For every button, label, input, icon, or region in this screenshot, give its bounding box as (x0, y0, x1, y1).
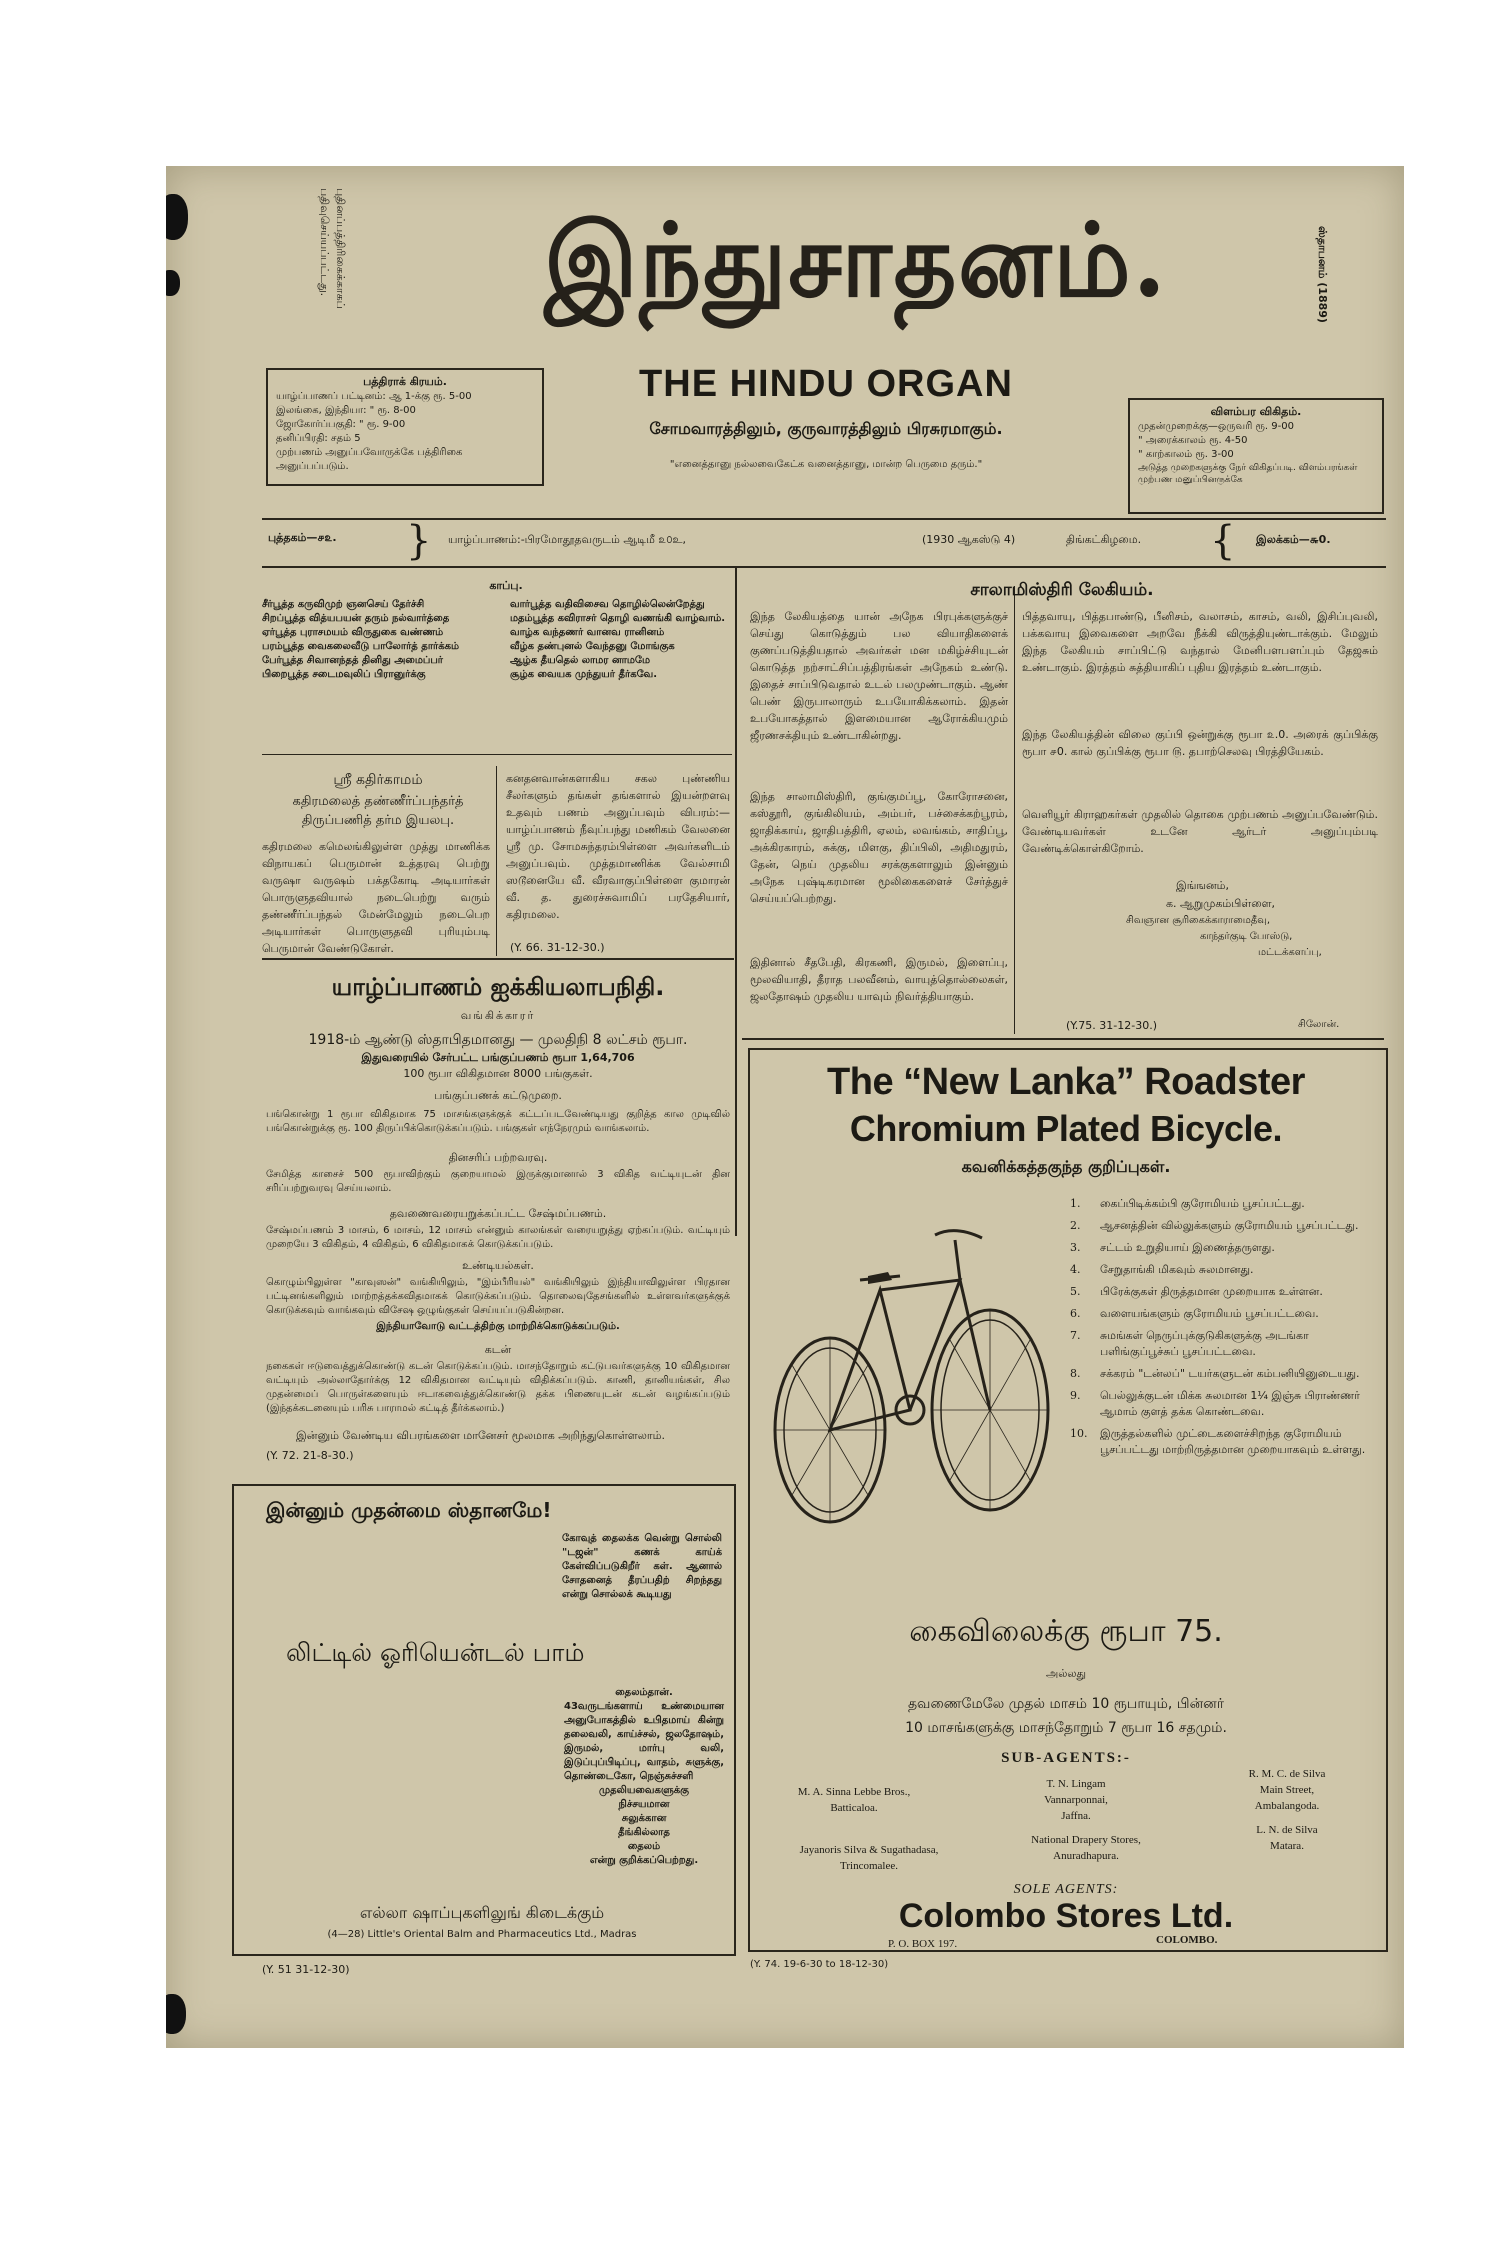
bicycle-title: The “New Lanka” Roadster (827, 1061, 1305, 1103)
subagent-line: Batticaloa. (830, 1802, 878, 1814)
balm-line: தைலம்தான். (615, 1687, 673, 1698)
verse-line: வாழ்க வந்தணர் வானவ ரானினம் (510, 627, 665, 638)
feature-number: 2. (1070, 1219, 1081, 1232)
bank-section-heading: கடன் (484, 1343, 512, 1356)
feature-text: சுமங்கள் நெருப்புக்குடுகிகளுக்கு அடங்கா பளிங்குப்பூச்சுப் பூசப்பட்டவை. (1100, 1329, 1309, 1358)
subagent-line: Jayanoris Silva & Sugathadasa, (799, 1844, 939, 1856)
subscription-line: தனிப்பிரதி: சதம் 5 (276, 433, 361, 444)
subagent-line: T. N. Lingam (1046, 1778, 1106, 1790)
verse-line: பிறைபூத்த சடைமவுலிப் பிரானுர்க்கு (262, 669, 426, 680)
divider (742, 1038, 1384, 1040)
verse-line: பரம்பூத்த வைகலைவீடு பாலோர்த் தார்க்கம் (262, 641, 460, 652)
lehyam-body: இந்த சாலாமிஸ்திரி, குங்குமப்பூ, கோரோசனை, கஸ்தூரி, குங்கிலியம், அம்பர், பச்சைக்கற்பூரம், ஜாதிக்காய், ஜாதிபத்திரி, ஏலம், லவங்கம், சாதிப்பூ, அக்கிரகாரம், சுக்கு, மிளகு, திப்பிலி, அதிமதுரம், தேன், நெய் முதலிய சரக்குகளாலும் இன்னும் அநேக புஷ்டிகரமான மூலிகைகளைச் சேர்த்துச் செய்யப்பெற்றது. (750, 790, 1008, 905)
signature-name: க. ஆறுமுகம்பிள்ளை, (1166, 897, 1276, 910)
balm-headline: இன்னும் முதன்மை ஸ்தானமே! (266, 1498, 552, 1522)
balm-line: சுலுக்கான (621, 1813, 667, 1824)
binding-hole (166, 194, 188, 240)
subagent (754, 1842, 984, 1874)
feature-item (1070, 1328, 1370, 1360)
verse-line: சிறப்பூத்த வித்யபயன் தரும் நல்வார்த்தை (262, 613, 450, 624)
masthead-english-title: THE HINDU ORGAN (639, 363, 1013, 405)
notice-heading: ஸ்ரீ கதிர்காமம் (333, 772, 423, 788)
volume-number: புத்தகம்—௪௨. (268, 531, 337, 544)
balm-maker: (4—28) Little's Oriental Balm and Pharmaceutics Ltd., Madras (327, 1929, 637, 1940)
bank-title: யாழ்ப்பாணம் ஐக்கியலாபநிதி. (331, 973, 665, 1001)
lehyam-title: சாலாமிஸ்திரி லேகியம். (970, 580, 1154, 600)
feature-list (1070, 1196, 1370, 1464)
newspaper-page (166, 166, 1404, 2048)
publication-days: சோமவாரத்திலும், குருவாரத்திலும் பிரசுரமாகும். (649, 419, 1003, 438)
bank-paid: இதுவரையில் சேர்பட்ட பங்குப்பணம் ரூபா 1,64,706 (361, 1051, 635, 1064)
subagent (1202, 1822, 1372, 1854)
english-date: (1930 ஆகஸ்டு 4) (922, 533, 1016, 546)
reference-code: (Y. 72. 21-8-30.) (266, 1449, 354, 1462)
subagent-line: L. N. de Silva (1256, 1824, 1318, 1836)
established-note: ஸ்தாபனம் (1889) (1316, 226, 1329, 323)
subagent-line: Matara. (1270, 1840, 1304, 1852)
bank-closing: இன்னும் வேண்டிய விபரங்களை மானேசர் மூலமாக அறிந்துகொள்ளலாம். (296, 1429, 665, 1442)
place-date: யாழ்ப்பாணம்:-பிரமோதூதவருடம் ஆடிமீ ௨௦உ, (448, 533, 686, 546)
reference-code: (Y. 51 31-12-30) (262, 1963, 350, 1976)
installment-line: 10 மாசங்களுக்கு மாசந்தோறும் 7 ரூபா 16 சதமும். (905, 1720, 1227, 1736)
feature-number: 1. (1070, 1197, 1081, 1210)
signature-address: காந்தர்குடி போஸ்டு, (1200, 931, 1293, 942)
bank-section-heading: உண்டியல்கள். (462, 1259, 534, 1272)
divider (262, 958, 734, 960)
bank-section-heading: தவணைவரையறுக்கப்பட்ட சேஷ்மப்பணம். (389, 1207, 607, 1220)
feature-text: வளையங்களும் குரோமியம் பூசப்பட்டவை. (1100, 1307, 1319, 1320)
bank-section-body: இந்தியாவோடு வட்டத்திற்கு மாற்றிக்கொடுக்கப்படும். (376, 1321, 620, 1332)
feature-item (1070, 1388, 1370, 1420)
registration-line: பதிவுசெய்யப்பட்டது. (318, 188, 331, 297)
bicycle-illustration (760, 1180, 1060, 1530)
column-divider (735, 568, 737, 1236)
subagent (1202, 1766, 1372, 1814)
feature-number: 10. (1070, 1427, 1088, 1440)
column-divider (1014, 586, 1015, 1034)
feature-item (1070, 1218, 1370, 1234)
feature-text: சக்கரம் "டன்லப்" டயர்களுடன் கம்பனியினுடையது. (1100, 1367, 1360, 1380)
bank-shares: 100 ரூபா விகிதமான 8000 பங்குகள். (403, 1067, 593, 1080)
verse-heading: காப்பு. (489, 579, 523, 592)
feature-text: பெல்லுக்குடன் மிக்க சுலமான 1¼ இஞ்சு பிராண்ணர் ஆமாம் குளத் தக்க கொண்டவை. (1100, 1389, 1360, 1418)
bank-capital: 1918-ம் ஆண்டு ஸ்தாபிதமானது — முலதிநி 8 லட்சம் ரூபா. (308, 1032, 688, 1048)
signature-address: மட்டக்களப்பு, (1258, 947, 1322, 958)
lehyam-body: பித்தவாயு, பித்தபாண்டு, பீனிசம், வலாசம், காசம், வலி, இசிப்புவலி, பக்கவாயு இவைகளை அறவே நீக்கி விருத்தியுண்டாக்கும். மேலும் இந்த லேகியம் சாப்பிட்டு வந்தால் மேனிபளபளப்பும் தேஜசும் உண்டாகும். இரத்தம் சுத்தியாகிப் புதிய இரத்தம் உண்டாகும். (1022, 610, 1378, 674)
reference-code: (Y. 66. 31-12-30.) (510, 941, 605, 954)
motto: "எனைத்தானு நல்லவைகேட்க வனைத்தானு, மான்ற பெருமை தரும்." (669, 459, 983, 470)
reference-code: (Y. 74. 19-6-30 to 18-12-30) (750, 1959, 889, 1970)
bank-section-body: சேஷ்மப்பணம் 3 மாசம், 6 மாசம், 12 மாசம் என்னும் காலங்கள் வரையறுத்து ஏற்கப்படும். வட்டியும் முறையே 3 விகிதம், 4 விகிதம், 6 விகிதமாகக் கொடுக்கப்படும். (266, 1225, 730, 1250)
feature-item (1070, 1196, 1370, 1212)
feature-number: 9. (1070, 1389, 1081, 1402)
feature-item (1070, 1240, 1370, 1256)
advert-rate-line: முதன்முறைக்கு—ஒருவரி ரூ. 9-00 (1138, 421, 1294, 432)
advert-rates-box (1128, 398, 1384, 514)
verse-line: வீழ்க தண்புனல் வேந்தனு மோங்குக (510, 641, 675, 652)
weekday: திங்கட்கிழமை. (1066, 533, 1142, 546)
feature-text: இருத்தல்களில் முட்டைகளைச்சிறந்த குரோமியம் பூசப்பட்டது மாற்றிருத்தமான முறையாகவும் உள்ளது. (1100, 1427, 1366, 1456)
subagent-line: Vannarponnai, (1044, 1794, 1108, 1806)
binding-hole (166, 270, 180, 296)
subscription-line: இலங்கை, இந்தியா: " ரூ. 8-00 (276, 405, 416, 416)
advert-rate-line: " அரைக்காலம் ரூ. 4-50 (1138, 435, 1248, 446)
advert-rate-line: அடுத்த முறைகளுக்கு நேர் விகிதப்படி. விளம்பரங்கள் முற்பண மனுப்பினருக்கே (1138, 463, 1358, 485)
feature-item (1070, 1262, 1370, 1278)
issue-number: இலக்கம்—௬0. (1256, 533, 1331, 546)
balm-line: என்று குறிக்கப்பெற்றது. (589, 1855, 699, 1866)
balm-line: தீங்கில்லாத (618, 1827, 670, 1838)
verse-line: ஏர்பூத்த புராசமயம் விருதுகை வண்ணம் (262, 627, 444, 638)
verse-line: மதம்பூத்த கவிராசர் தொழி வணங்கி வாழ்வாம். (510, 613, 726, 624)
balm-line: நிச்சயமான (618, 1799, 670, 1810)
subagent (754, 1784, 954, 1816)
verse-line: சூழ்க வையக முந்துயர் தீர்கவே. (510, 669, 658, 680)
feature-number: 3. (1070, 1241, 1081, 1254)
lehyam-body: இதினால் சீதபேதி, கிரகணி, இருமல், இளைப்பு, மூலவியாதி, தீராத பலவீனம், வாயுத்தொல்லைகள், ஜலதோஷம் முதலிய யாவும் நிவர்த்தியாகும். (750, 956, 1008, 1003)
brace-icon: { (1210, 518, 1236, 564)
bicycle-subtitle: Chromium Plated Bicycle. (849, 1108, 1283, 1149)
balm-intro: கோவுத் தைலக்க வென்று சொல்லி "டஜன்" கணக் காய்க் கேள்விப்படுகிறீர் கள். ஆனால் சோதனைத் தீரப்பதிற் சிறந்தது என்று சொல்லக் கூடியது (562, 1533, 722, 1600)
feature-number: 8. (1070, 1367, 1081, 1380)
notice-subheading: கதிரமலைத் தண்ணீர்ப்பந்தர்த் திருப்பணித் தர்ம இயலபு. (292, 794, 464, 828)
subagent (986, 1776, 1166, 1824)
divider (262, 566, 1386, 568)
bank-section-heading: பங்குப்பணக் கட்டுமுறை. (434, 1089, 562, 1102)
subagent-line: Ambalangoda. (1254, 1800, 1320, 1812)
binding-hole (166, 1994, 186, 2034)
subagent-line: Main Street, (1259, 1784, 1315, 1796)
feature-item (1070, 1366, 1370, 1382)
registration-line: புதினப்பத்திரிகைக்காகப் (334, 188, 347, 309)
lehyam-price: இந்த லேகியத்தின் விலை குப்பி ஒன்றுக்கு ரூபா ௨.0. அரைக் குப்பிக்கு ரூபா ௪0. கால் குப்பிக்கு ரூபா ௫. தபாற்செலவு பிரத்தியேகம். (1022, 728, 1378, 758)
feature-item (1070, 1284, 1370, 1300)
feature-text: சேறுதாங்கி மிகவும் சுலமானது. (1100, 1263, 1254, 1276)
bank-section-body: பங்கொன்று 1 ரூபா விகிதமாக 75 மாசங்களுக்குக் கட்டப்படவேண்டியது குறித்த கால முடிவில் பங்கொன்றுக்கு ரூ. 100 திருப்பிக்கொடுக்கப்படும். பங்குகள் எந்நேரமும் வாங்கலாம். (266, 1109, 730, 1134)
price-or: அல்லது (1045, 1667, 1087, 1680)
balm-product-name: லிட்டில் ஓரியென்டல் பாம் (286, 1638, 585, 1667)
features-heading: கவனிக்கத்தகுந்த குறிப்புகள். (961, 1157, 1171, 1176)
verse-right (510, 598, 732, 682)
signature-address: சிவஞான சூரிகைக்காராமைதீவு, (1126, 915, 1271, 926)
verse-line: பேர்பூத்த சிவானந்தத் தினிது அமைப்பர் (262, 655, 444, 666)
subagent-line: M. A. Sinna Lebbe Bros., (797, 1786, 911, 1798)
registration-note (316, 188, 348, 338)
subagent-line: Jaffna. (1061, 1810, 1091, 1822)
feature-text: சட்டம் உறுதியாய் இணைத்தருளது. (1100, 1241, 1275, 1254)
subscription-line: ஜோகோர்ப்பகுதி: " ரூ. 9-00 (276, 419, 406, 430)
balm-availability: எல்லா ஷாப்புகளிலுங் கிடைக்கும் (359, 1903, 605, 1922)
lehyam-body: இந்த லேகியத்தை யான் அநேக பிரபுக்களுக்குச் செய்து கொடுத்தும் பல வியாதிகளைக் குணப்படுத்தியதால் அவர்கள் மன மகிழ்ச்சியுடன் கொடுத்த நற்சாட்சிப்பத்திரங்கள் அநேகம் உண்டு. இதைச் சாப்பிடுவதால் உடல் பலமுண்டாகும். ஆண் பெண் இருபாலாரும் உபயோகிக்கலாம். இதன் உபயோகத்தால் இளமையான ஆரோக்கியமும் ஜீரணசக்தியும் உண்டாகின்றது. (750, 610, 1008, 742)
signature-address: சிலோன். (1298, 1019, 1340, 1030)
feature-number: 4. (1070, 1263, 1081, 1276)
company-name: Colombo Stores Ltd. (898, 1897, 1234, 1935)
masthead-title: இந்துசாதனம். (544, 201, 1168, 320)
balm-body (564, 1686, 724, 1868)
sole-agents-label: SOLE AGENTS: (1013, 1882, 1119, 1897)
subscription-line: யாழ்ப்பாணப் பட்டினம்: ஆ 1-க்கு ரூ. 5-00 (276, 391, 472, 402)
feature-text: ஆசனத்தின் வில்லுக்களும் குரோமியம் பூசப்பட்டது. (1100, 1219, 1359, 1232)
subagents-heading: SUB-AGENTS:- (1001, 1750, 1131, 1766)
feature-number: 7. (1070, 1329, 1081, 1342)
bank-section-body: கொழும்பிலுள்ள "காவுஸன்" வங்கியிலும், "இம்பீரியல்" வங்கியிலும் இந்தியாவிலுள்ள பிரதான பட்டினங்களிலும் மாற்றத்தக்கவிதமாகக் கொடுக்கப்படும். தொலைவுதேசங்களில் உள்ளவர்களுக்குக் கொடுக்கவும் வாங்கவும் விசேஷ ஒழுங்குகள் செய்யப்படுகின்றன. (266, 1277, 730, 1316)
advert-rates-heading: விளம்பர விகிதம். (1210, 405, 1302, 418)
verse-line: சீர்பூத்த கருவிமுற் ஞனசெய் தேர்ச்சி (262, 599, 425, 610)
subagent (986, 1832, 1186, 1864)
feature-item (1070, 1426, 1370, 1458)
signature-label: இங்ஙனம், (1176, 879, 1229, 892)
subagent-line: Trincomalee. (840, 1860, 898, 1872)
installment-line: தவணைமேலே முதல் மாசம் 10 ரூபாயும், பின்னர் (907, 1696, 1225, 1712)
bicycle-price: கைவிலைக்கு ரூபா 75. (909, 1614, 1223, 1649)
bank-section-heading: தினசரிப் பற்றவரவு. (448, 1151, 548, 1164)
balm-line: முதலியவைகளுக்கு (599, 1785, 689, 1796)
subscription-box (266, 368, 544, 486)
reference-code: (Y.75. 31-12-30.) (1066, 1019, 1157, 1032)
subagent-line: R. M. C. de Silva (1248, 1768, 1326, 1780)
feature-item (1070, 1306, 1370, 1322)
balm-line: தைலம் (627, 1841, 661, 1852)
verse-line: வார்பூத்த வதிவிசைவ தொழில்லென்றேத்து (510, 599, 705, 610)
feature-text: கைப்பிடிக்கம்பி குரோமியம் பூசப்பட்டது. (1100, 1197, 1305, 1210)
subscription-line: முற்பணம் அனுப்பவோருக்கே பத்திரிகை அனுப்பப்படும். (276, 447, 463, 472)
advert-rate-line: " காற்காலம் ரூ. 3-00 (1138, 449, 1234, 460)
feature-number: 6. (1070, 1307, 1081, 1320)
feature-text: பிரேக்குகள் திருத்தமான முறையாக உள்ளன. (1100, 1285, 1323, 1298)
balm-line: 43வருடங்களாய் உண்மையான அனுபோகத்தில் உபிதமாய் கின்று தலைவலி, காய்ச்சல், ஜலதோஷம், இருமல், மார்பு வலி, இடுப்புப்பிடிப்பு, வாதம், சுளுக்கு, தொண்டைகோ, நெஞ்சுச்சளி (564, 1701, 724, 1782)
bank-subtitle: வங்கிக்காரர் (460, 1009, 536, 1022)
bank-section-body: நகைகள் ஈடுவைத்துக்கொண்டு கடன் கொடுக்கப்படும். மாசந்தோறும் கட்டுபவர்களுக்கு 10 விகிதமான வட்டியும் அல்லாதோர்க்கு 12 விகிதமான வட்டியும் விதிக்கப்படும். காணி, தானியங்கள், சில முதன்மைப் பொருள்களையும் ஈடாகவைத்துக்கொண்டு தக்க பிணையுடன் கடன் வழங்கப்படும் (இந்தக்கடனையும் பரிசு பாராமல் கட்டித் தீர்க்கலாம்.) (266, 1361, 730, 1414)
subagent-line: National Drapery Stores, (1031, 1834, 1141, 1846)
company-pobox: P. O. BOX 197. (888, 1938, 958, 1950)
notice-body-2: கனதனவான்களாகிய சகல புண்ணிய சீலர்களும் தங்கள் தங்களால் இயன்றளவு உதவும் பணம் அனுப்பவும் விபரம்:— யாழ்ப்பாணம் நீவுப்பந்து மணிகம் வேலனை ஸ்ரீ மு. சோமசுந்தரம்பிள்ளை அவர்களிடம் அனுப்பவும். முத்தமாணிக்க வேல்சாமி ஸடூனையே வீ. வீரவாகுப்பிள்ளை குமாரன் வீ. த. துரைச்சுவாமிப் பரதேசியார், கதிரமலை. (506, 772, 730, 921)
notice-body: கதிரமலை கமெலங்கிலுள்ள முத்து மாணிக்க விநாயகப் பெருமான் உத்தரவு பெற்று வருஷா வருஷம் பக்தகோடி அடியார்கள் பொருளுதவியால் நடைபெற்று வரும் தண்ணீர்ப்பந்தல் மேன்மேலும் நடைபெற அடியார்கள் பொருளுதவி புரியும்படி பெருமான் வேண்டுகோள். (262, 840, 490, 955)
subscription-heading: பத்திராக் கிரயம். (363, 375, 447, 388)
verse-line: ஆழ்க தீயதெல் லாமர னாமமே (510, 655, 651, 666)
subagent-line: Anuradhapura. (1053, 1850, 1119, 1862)
lehyam-body: வெளியூர் கிராஹகர்கள் முதலில் தொகை முற்பணம் அனுப்பவேண்டும். வேண்டியவர்கள் உடனே ஆர்டர் அனுப்பும்படி வேண்டிக்கொள்கிறோம். (1022, 808, 1378, 855)
verse-left (262, 598, 494, 682)
company-city: COLOMBO. (1156, 1934, 1218, 1946)
bank-section-body: சேமித்த காசைச் 500 ரூபாவிற்கும் குறையாமல் இருக்குமானால் 3 விகித வட்டியுடன் தின சரிப்பற்றுவரவு செய்யலாம். (266, 1169, 730, 1194)
column-divider (496, 766, 497, 956)
brace-icon: } (406, 518, 432, 564)
feature-number: 5. (1070, 1285, 1081, 1298)
divider (262, 754, 732, 755)
